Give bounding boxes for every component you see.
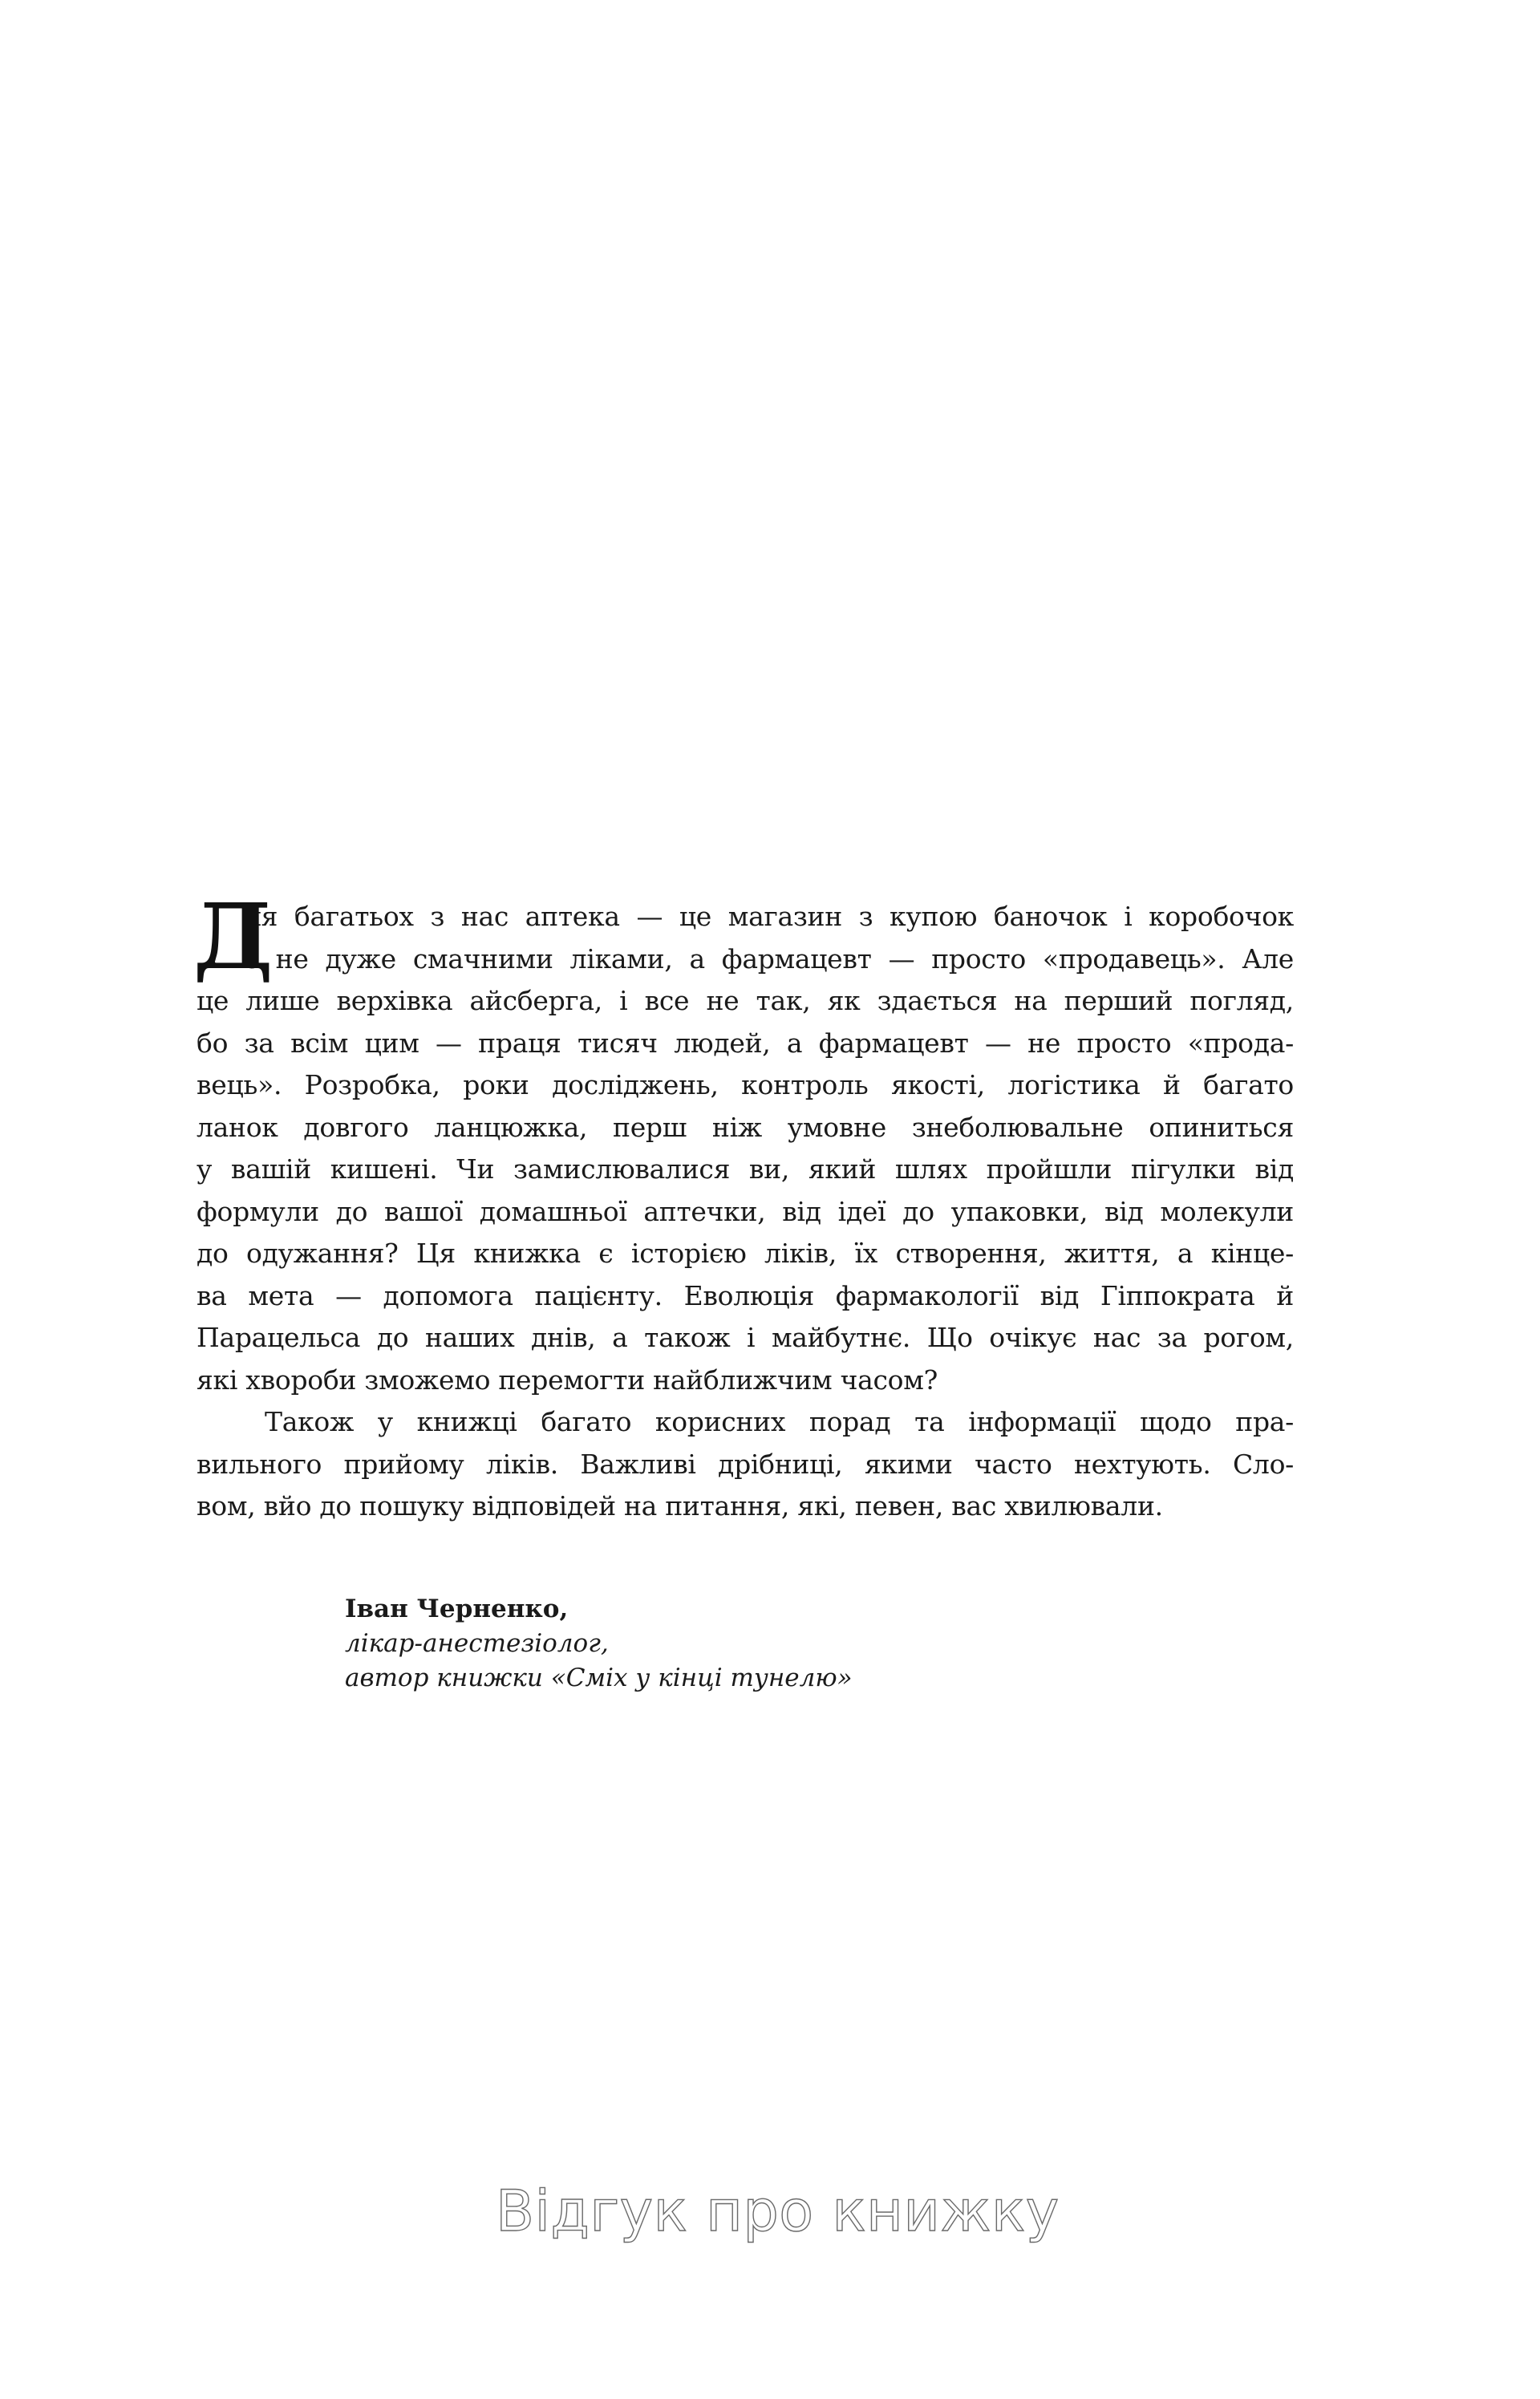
drop-cap: Д <box>193 885 274 990</box>
review-text <box>193 885 1294 1528</box>
review-line: ля багатьох з нас аптека — це магазин з купою баночок і коробочок <box>245 901 1294 932</box>
author-name: Іван Черненко, <box>345 1595 569 1623</box>
review-line: вильного прийому ліків. Важливі дрібниці, якими часто нехтують. Сло- <box>197 1448 1294 1480</box>
review-line: бо за всім цим — праця тисяч людей, а фармацевт — не просто «прода- <box>197 1027 1294 1059</box>
review-line: формули до вашої домашньої аптечки, від ідеї до упаковки, від молекули <box>197 1195 1294 1227</box>
review-line: ва мета — допомога пацієнту. Еволюція фармакології від Гіппократа й <box>197 1279 1294 1311</box>
signature-block <box>345 1592 853 1696</box>
review-line: у вашій кишені. Чи замислювалися ви, який шлях пройшли пігулки від <box>197 1153 1294 1185</box>
author-role: лікар-анестезіолог, <box>345 1629 609 1658</box>
review-line: ланок довгого ланцюжка, перш ніж умовне знеболювальне опиниться <box>197 1111 1294 1143</box>
review-line: Також у книжці багато корисних порад та інформації щодо пра- <box>265 1406 1294 1437</box>
author-book: автор книжки «Сміх у кінці тунелю» <box>345 1663 853 1692</box>
review-line: які хвороби зможемо перемогти найближчим часом? <box>197 1364 938 1396</box>
review-line: це лише верхівка айсберга, і все не так, як здається на перший погляд, <box>197 985 1294 1016</box>
review-line: вом, вйо до пошуку відповідей на питання, які, певен, вас хвилювали. <box>197 1490 1163 1522</box>
review-line: до одужання? Ця книжка є історією ліків, їх створення, життя, а кінце- <box>197 1238 1294 1269</box>
review-line: з не дуже смачними ліками, а фармацевт — просто «продавець». Але <box>245 942 1294 975</box>
review-line: Парацельса до наших днів, а також і майбутнє. Що очікує нас за рогом, <box>197 1322 1294 1353</box>
section-title: Відгук про книжку <box>496 2178 1060 2244</box>
review-line: вець». Розробка, роки досліджень, контроль якості, логістика й багато <box>197 1069 1294 1100</box>
